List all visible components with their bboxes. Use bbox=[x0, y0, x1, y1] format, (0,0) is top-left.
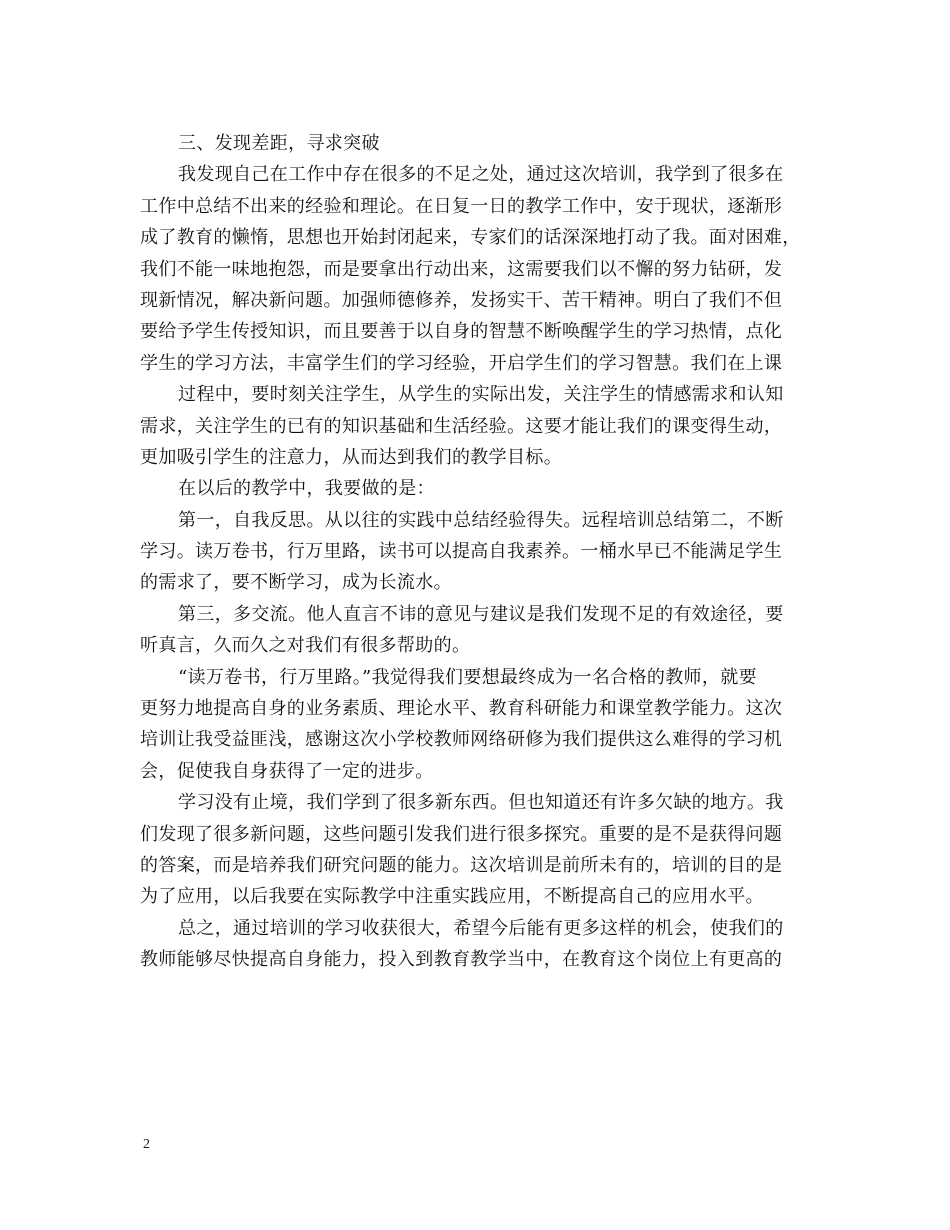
text-line: 为了应用，以后我要在实际教学中注重实践应用，不断提高自己的应用水平。 bbox=[140, 886, 764, 908]
text-line: 在以后的教学中，我要做的是： bbox=[178, 478, 435, 500]
text-line: 我们不能一味地抱怨，而是要拿出行动出来，这需要我们以不懈的努力钻研，发 bbox=[140, 258, 783, 280]
text-line: 培训让我受益匪浅，感谢这次小学校教师网络研修为我们提供这么难得的学习机 bbox=[140, 729, 783, 751]
text-line: 学习。读万卷书，行万里路，读书可以提高自我素养。一桶水早已不能满足学生 bbox=[140, 541, 783, 563]
page-number: 2 bbox=[143, 1137, 150, 1152]
text-line: 更努力地提高自身的业务素质、理论水平、教育科研能力和课堂教学能力。这次 bbox=[140, 698, 783, 720]
text-line: 听真言，久而久之对我们有很多帮助的。 bbox=[140, 635, 471, 657]
text-line: 三、发现差距，寻求突破 bbox=[178, 133, 380, 154]
text-line: 第三，多交流。他人直言不讳的意见与建议是我们发现不足的有效途径，要 bbox=[178, 603, 784, 625]
text-line: 学生的学习方法，丰富学生们的学习经验，开启学生们的学习智慧。我们在上课 bbox=[140, 352, 783, 374]
text-line: 总之，通过培训的学习收获很大，希望今后能有更多这样的机会，使我们的 bbox=[178, 917, 784, 939]
text-line: 我发现自己在工作中存在很多的不足之处，通过这次培训，我学到了很多在 bbox=[178, 164, 784, 186]
text-line: 更加吸引学生的注意力，从而达到我们的教学目标。 bbox=[140, 446, 563, 468]
text-line: 过程中，要时刻关注学生，从学生的实际出发，关注学生的情感需求和认知 bbox=[178, 384, 784, 406]
text-line: 教师能够尽快提高自身能力，投入到教育教学当中，在教育这个岗位上有更高的 bbox=[140, 949, 783, 971]
text-line: 的需求了，要不断学习，成为长流水。 bbox=[140, 572, 452, 594]
text-line: 成了教育的懒惰，思想也开始封闭起来，专家们的话深深地打动了我。面对困难， bbox=[140, 227, 801, 249]
text-line: 需求，关注学生的已有的知识基础和生活经验。这要才能让我们的课变得生动， bbox=[140, 415, 783, 437]
text-line: 现新情况，解决新问题。加强师德修养，发扬实干、苦干精神。明白了我们不但 bbox=[140, 289, 783, 311]
text-line: 工作中总结不出来的经验和理论。在日复一日的教学工作中，安于现状，逐渐形 bbox=[140, 195, 783, 217]
text-line: 要给予学生传授知识，而且要善于以自身的智慧不断唤醒学生的学习热情，点化 bbox=[140, 321, 783, 343]
text-line: 的答案，而是培养我们研究问题的能力。这次培训是前所未有的，培训的目的是 bbox=[140, 854, 783, 876]
text-line: 学习没有止境，我们学到了很多新东西。但也知道还有许多欠缺的地方。我 bbox=[178, 792, 784, 814]
text-line: 们发现了很多新问题，这些问题引发我们进行很多探究。重要的是不是获得问题 bbox=[140, 823, 783, 845]
text-line: 会，促使我自身获得了一定的进步。 bbox=[140, 760, 434, 782]
document-body bbox=[140, 128, 812, 976]
text-line: “读万卷书，行万里路。”我觉得我们要想最终成为一名合格的教师，就要 bbox=[178, 666, 757, 688]
text-line: 第一，自我反思。从以往的实践中总结经验得失。远程培训总结第二，不断 bbox=[178, 509, 784, 531]
